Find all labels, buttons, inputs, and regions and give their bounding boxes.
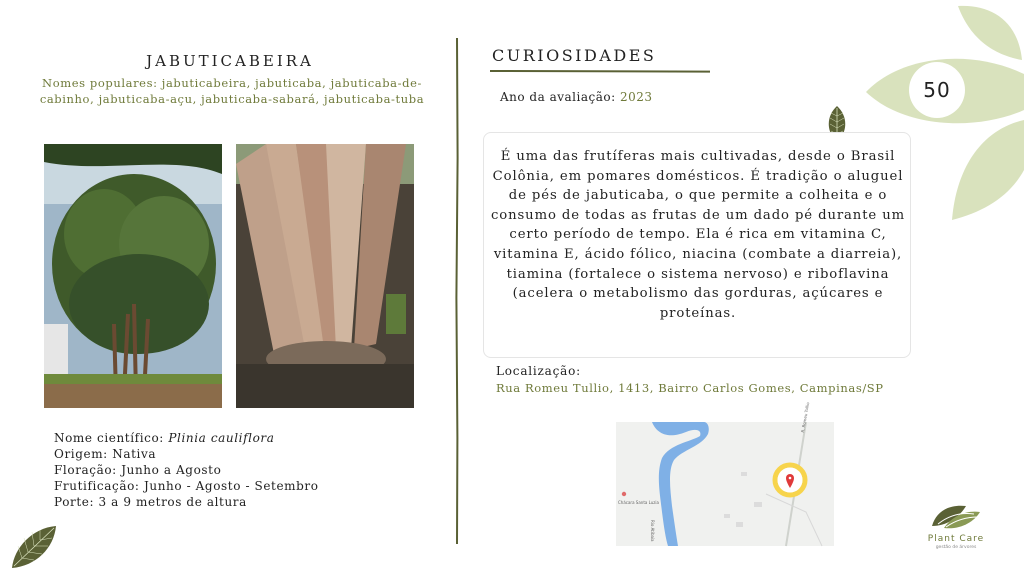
- map-road-label: R. Romeu Tullio: [800, 401, 811, 433]
- evaluation-year-value: 2023: [619, 90, 653, 104]
- tree-photo: [44, 144, 222, 408]
- size: Porte: 3 a 9 metros de altura: [54, 495, 247, 509]
- scientific-name: Plinia cauliflora: [168, 431, 275, 445]
- scientific-name-row: [54, 430, 319, 446]
- flowering: Floração: Junho a Agosto: [54, 463, 222, 477]
- curiosities-title: CURIOSIDADES: [492, 46, 657, 65]
- scientific-name-label: Nome científico:: [54, 431, 164, 445]
- vertical-divider: [454, 38, 460, 544]
- plant-title: JABUTICABEIRA: [146, 52, 314, 70]
- title-underline: [490, 68, 712, 74]
- evaluation-year: [500, 90, 653, 104]
- location-label: Localização:: [496, 364, 581, 378]
- curiosity-text: É uma das frutíferas mais cultivadas, desde o Brasil Colônia, em pomares domésticos. É tradição o aluguel de pés de jabuticaba, o que permite a colheita e o consumo de todas as frutas de um dado pé durante um certo período de tempo. Ela é rica em vitamina C, vitamina E, ácido fólico, niacina (combate a diarreia), tiamina (fortalece o sistema nervoso) e riboflavina (acelera o metabolismo das gorduras, açúcares e proteínas.: [490, 149, 905, 321]
- fruiting: Frutificação: Junho - Agosto - Setembro: [54, 479, 319, 493]
- decorative-leaf-bottom-left: [8, 520, 60, 572]
- origin: Origem: Nativa: [54, 447, 157, 461]
- location-address: Rua Romeu Tullio, 1413, Bairro Carlos Gomes, Campinas/SP: [496, 381, 884, 395]
- trunk-photo: [236, 144, 414, 408]
- plant-care-logo-icon: [930, 502, 982, 532]
- location-map[interactable]: [616, 401, 834, 546]
- plant-facts: [54, 430, 319, 510]
- logo-name: Plant Care: [927, 534, 985, 544]
- map-image: [616, 422, 834, 546]
- popular-names: Nomes populares: jabuticabeira, jabuticaba, jabuticaba-de-cabinho, jabuticaba-açu, jabuticaba-sabará, jabuticaba-tuba: [39, 76, 425, 106]
- evaluation-year-label: Ano da avaliação:: [500, 90, 616, 104]
- logo-tagline: gestão de árvores: [935, 545, 977, 550]
- map-poi-label: Chácara Santa Luzia: [618, 500, 659, 505]
- leaf-shape: [958, 6, 1022, 60]
- leaf-shape: [952, 120, 1024, 220]
- map-river-label: Rio Atibaia: [650, 520, 655, 542]
- page-number: 50: [909, 62, 965, 118]
